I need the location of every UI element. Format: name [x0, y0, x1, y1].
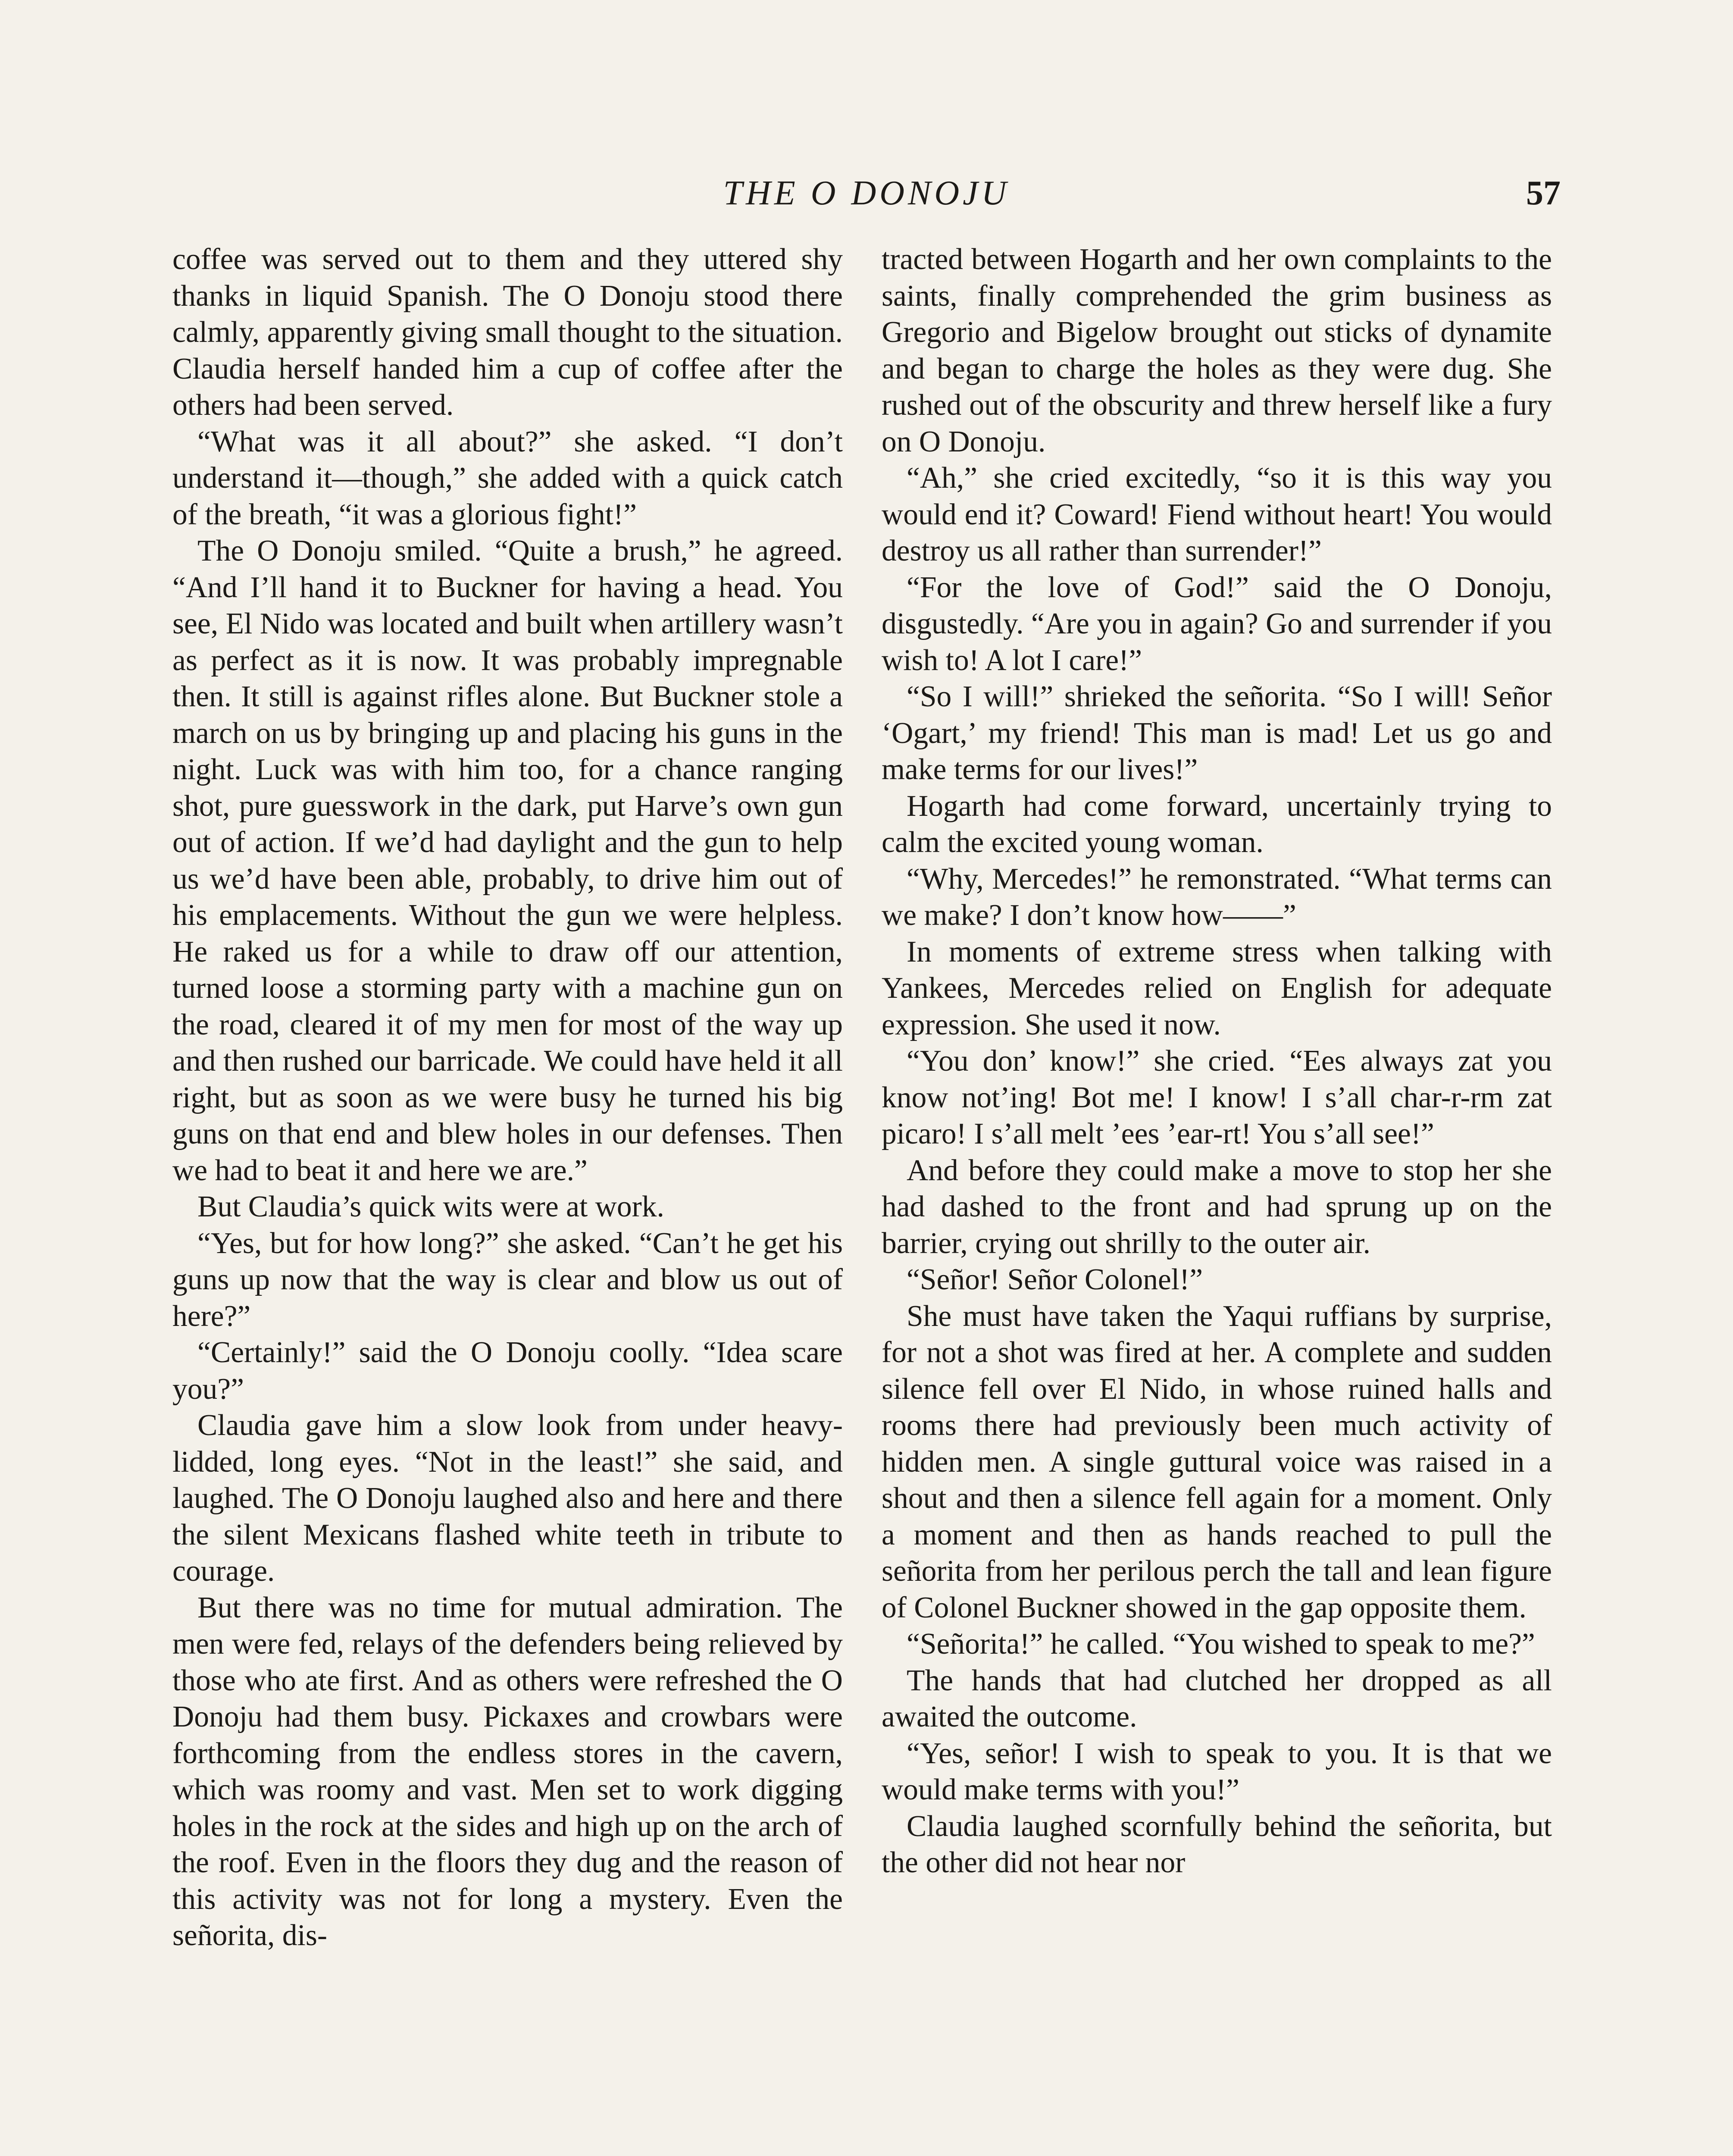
paragraph: The O Donoju smiled. “Quite a brush,” he agreed. “And I’ll hand it to Buckner for having a head. You see, El Nido was located and built when artillery wasn’t as perfect as it is now. It was probably impregnable then. It still is against rifles alone. But Buckner stole a march on us by bringing up and placing his guns in the night. Luck was with him too, for a chance ranging shot, pure guesswork in the dark, put Harve’s own gun out of action. If we’d had daylight and the gun to help us we’d have been able, probably, to drive him out of his emplacements. Without the gun we were helpless. He raked us for a while to draw off our attention, turned loose a storming party with a machine gun on the road, cleared it of my men for most of the way up and then rushed our barricade. We could have held it all right, but as soon as we were busy he turned his big guns on that end and blew holes in our defenses. Then we had to beat it and here we are.”	[172, 534, 843, 1187]
running-head	[172, 167, 1561, 219]
paragraph: “You don’ know!” she cried. “Ees always zat you know not’ing! Bot me! I know! I s’all char-r-rm zat picaro! I s’all melt ’ees ’ear-rt! You s’all see!”	[882, 1044, 1552, 1150]
text-column-left	[172, 241, 843, 1954]
paragraph: Claudia gave him a slow look from under heavy-lidded, long eyes. “Not in the least!” she said, and laughed. The O Donoju laughed also and here and there the silent Mexicans flashed white teeth in tribute to courage.	[172, 1409, 843, 1588]
paragraph: “For the love of God!” said the O Donoju, disgustedly. “Are you in again? Go and surrender if you wish to! A lot I care!”	[882, 570, 1552, 677]
paragraph: tracted between Hogarth and her own complaints to the saints, finally comprehended the grim business as Gregorio and Bigelow brought out sticks of dynamite and began to charge the holes as they were dug. She rushed out of the obscurity and threw herself like a fury on O Donoju.	[882, 243, 1552, 458]
paragraph: “What was it all about?” she asked. “I don’t understand it—though,” she added with a quick catch of the breath, “it was a glorious fight!”	[172, 425, 843, 531]
paragraph: Claudia laughed scornfully behind the señorita, but the other did not hear nor	[882, 1809, 1552, 1879]
paragraph: But there was no time for mutual admiration. The men were fed, relays of the defenders being relieved by those who ate first. And as others were refreshed the O Donoju had them busy. Pickaxes and crowbars were forthcoming from the endless stores in the cavern, which was roomy and vast. Men set to work digging holes in the rock at the sides and high up on the arch of the roof. Even in the floors they dug and the reason of this activity was not for long a mystery. Even the señorita, dis-	[172, 1591, 843, 1952]
paragraph: “Certainly!” said the O Donoju coolly. “Idea scare you?”	[172, 1336, 843, 1406]
paragraph: “Yes, señor! I wish to speak to you. It is that we would make terms with you!”	[882, 1736, 1552, 1806]
paragraph: “Señor! Señor Colonel!”	[907, 1263, 1203, 1296]
paragraph: coffee was served out to them and they uttered shy thanks in liquid Spanish. The O Donoju stood there calmly, apparently giving small thought to the situation. Claudia herself handed him a cup of coffee after the others had been served.	[172, 243, 843, 422]
paragraph: And before they could make a move to stop her she had dashed to the front and had sprung up on the barrier, crying out shrilly to the outer air.	[882, 1153, 1552, 1260]
paragraph: “Señorita!” he called. “You wished to speak to me?”	[907, 1627, 1535, 1661]
paragraph: “So I will!” shrieked the señorita. “So I will! Señor ‘Ogart,’ my friend! This man is mad! Let us go and make terms for our lives!”	[882, 680, 1552, 786]
paragraph: “Why, Mercedes!” he remonstrated. “What terms can we make? I don’t know how——”	[882, 862, 1552, 932]
text-column-right	[882, 241, 1552, 1881]
paragraph: She must have taken the Yaqui ruffians by surprise, for not a shot was fired at her. A complete and sudden silence fell over El Nido, in whose ruined halls and rooms there had previously been much activity of hidden men. A single guttural voice was raised in a shout and then a silence fell again for a moment. Only a moment and then as hands reached to pull the señorita from her perilous perch the tall and lean figure of Colonel Buckner showed in the gap opposite them.	[882, 1299, 1552, 1624]
paragraph: “Yes, but for how long?” she asked. “Can’t he get his guns up now that the way is clear and blow us out of here?”	[172, 1226, 843, 1333]
paragraph: The hands that had clutched her dropped as all awaited the outcome.	[882, 1664, 1552, 1733]
paragraph: But Claudia’s quick wits were at work.	[197, 1190, 664, 1223]
paragraph: Hogarth had come forward, uncertainly trying to calm the excited young woman.	[882, 789, 1552, 859]
paragraph: In moments of extreme stress when talking with Yankees, Mercedes relied on English for adequate expression. She used it now.	[882, 935, 1552, 1041]
paragraph: “Ah,” she cried excitedly, “so it is this way you would end it? Coward! Fiend without heart! You would destroy us all rather than surrender!”	[882, 461, 1552, 567]
page-number: 57	[1526, 174, 1561, 212]
running-title: THE O DONOJU	[723, 174, 1010, 212]
